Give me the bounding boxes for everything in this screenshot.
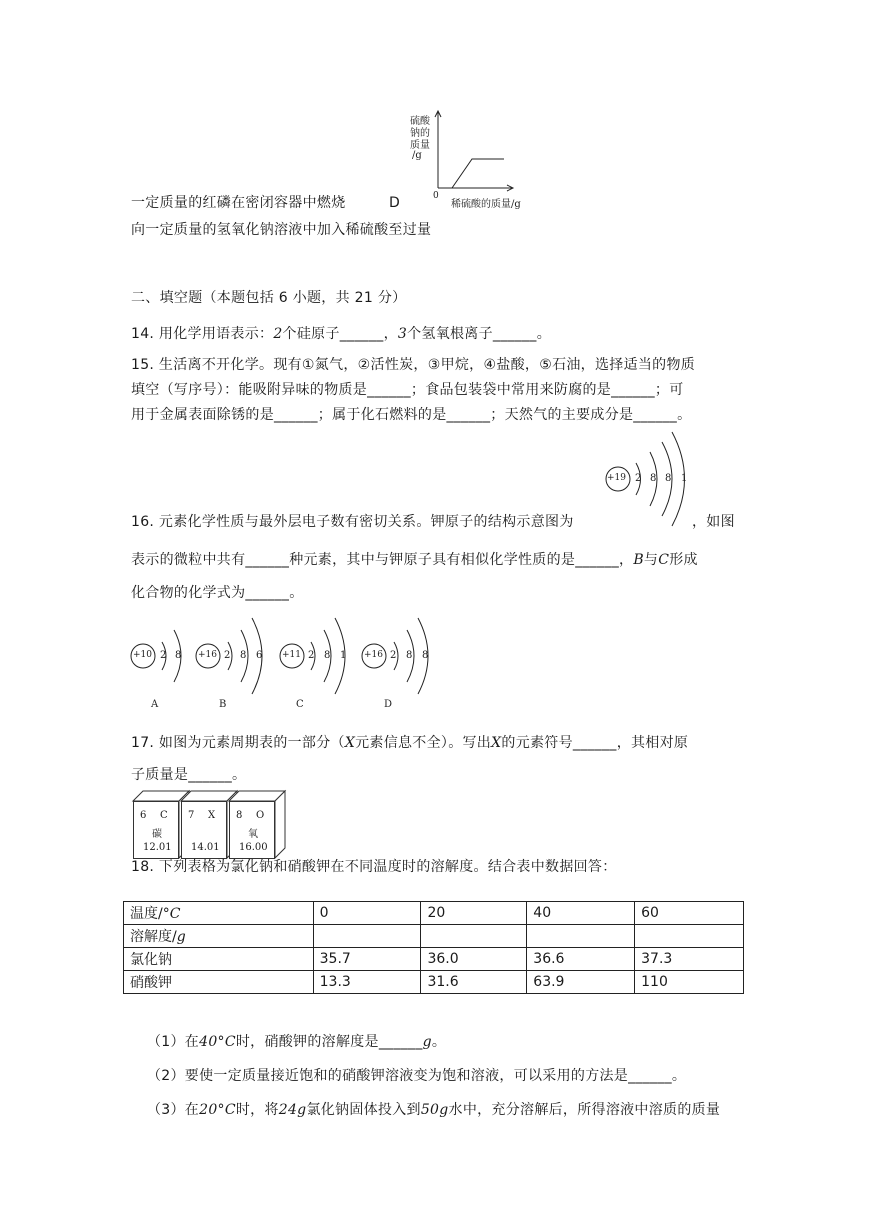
chart-xlabel: 稀硫酸的质量/g — [451, 199, 521, 210]
table-cell: 20 — [421, 902, 527, 925]
table-cell: 37.3 — [635, 948, 744, 971]
particle-d-shell-3: 8 — [422, 650, 429, 661]
chart-ylabel-4: /g — [412, 150, 422, 161]
question-16-line2: 表示的微粒中共有______种元素，其中与钾原子具有相似化学性质的是______，B与C形成 — [131, 552, 698, 568]
table-cell — [527, 925, 635, 948]
solubility-table — [123, 901, 744, 994]
particle-a-shell-1: 2 — [160, 650, 167, 661]
particle-a-label: A — [151, 699, 159, 710]
table-header-solubility: 溶解度/g — [124, 925, 314, 948]
particle-c-nucleus: +11 — [282, 650, 301, 660]
question-16-line1b: ，如图 — [692, 514, 735, 530]
table-cell: 36.6 — [527, 948, 635, 971]
chart-origin: 0 — [433, 191, 439, 201]
question-17-line1: 17. 如图为元素周期表的一部分（X元素信息不全）。写出X的元素符号______，其相对原 — [131, 735, 689, 751]
question-17-line2: 子质量是______。 — [131, 767, 247, 783]
question-14: 14. 用化学用语表示：2个硅原子______，3个氢氧根离子______。 — [131, 326, 552, 342]
particle-d-nucleus: +16 — [364, 650, 383, 660]
table-cell: 13.3 — [313, 971, 421, 994]
particle-c-label: C — [296, 699, 304, 710]
particle-d-shell-1: 2 — [390, 650, 397, 661]
question-16-line1a: 16. 元素化学性质与最外层电子数有密切关系。钾原子的结构示意图为 — [131, 514, 574, 530]
question-15-line1: 15. 生活离不开化学。现有①氮气，②活性炭，③甲烷，④盐酸，⑤石油，选择适当的物质 — [131, 357, 696, 373]
k-nucleus: +19 — [607, 473, 626, 483]
element-cell-carbon: 6 C 碳 12.01 — [133, 801, 179, 859]
option-d-label: D — [389, 195, 401, 211]
particle-b-shell-2: 8 — [240, 650, 247, 661]
row-name-nacl: 氯化钠 — [124, 948, 314, 971]
table-row — [124, 948, 744, 971]
table-cell: 36.0 — [421, 948, 527, 971]
particle-b-label: B — [219, 699, 227, 710]
particle-a-shell-2: 8 — [175, 650, 182, 661]
table-row — [124, 971, 744, 994]
table-cell: 31.6 — [421, 971, 527, 994]
question-18-intro: 18. 下列表格为氯化钠和硝酸钾在不同温度时的溶解度。结合表中数据回答： — [131, 859, 617, 875]
question-18-sub2: （2）要使一定质量接近饱和的硝酸钾溶液变为饱和溶液，可以采用的方法是______。 — [147, 1068, 687, 1084]
k-shell-2: 8 — [650, 473, 657, 484]
particle-d-label: D — [384, 699, 393, 710]
table-cell: 110 — [635, 971, 744, 994]
chart-ylabel-3: 质量 — [410, 140, 430, 151]
question-16-line3: 化合物的化学式为______。 — [131, 585, 304, 601]
particle-a-nucleus: +10 — [133, 650, 152, 660]
table-cell: 35.7 — [313, 948, 421, 971]
question-18-sub1: （1）在40°C时，硝酸钾的溶解度是______g。 — [147, 1034, 447, 1050]
particle-d-shell-2: 8 — [406, 650, 413, 661]
k-shell-4: 1 — [681, 473, 688, 484]
element-cell-oxygen: 8 O 氧 16.00 — [229, 801, 275, 859]
particle-c-shell-2: 8 — [324, 650, 331, 661]
particle-c-shell-1: 2 — [308, 650, 315, 661]
chart-ylabel-1: 硫酸 — [410, 116, 430, 127]
table-cell — [421, 925, 527, 948]
k-shell-1: 2 — [635, 473, 642, 484]
particle-b-shell-1: 2 — [224, 650, 231, 661]
particle-c-shell-3: 1 — [340, 650, 347, 661]
k-shell-3: 8 — [665, 473, 672, 484]
chart-ylabel-2: 钠的 — [410, 128, 430, 139]
table-cell: 63.9 — [527, 971, 635, 994]
question-18-sub3: （3）在20°C时，将24g氯化钠固体投入到50g水中，充分溶解后，所得溶液中溶质的质量 — [147, 1102, 721, 1118]
table-cell — [313, 925, 421, 948]
particle-b-nucleus: +16 — [198, 650, 217, 660]
row-name-kno3: 硝酸钾 — [124, 971, 314, 994]
section-heading: 二、填空题（本题包括 6 小题，共 21 分） — [131, 290, 407, 306]
question-15-line2: 填空（写序号）：能吸附异味的物质是______；食品包装袋中常用来防腐的是______；可 — [131, 382, 684, 398]
element-cell-x: 7 X 14.01 — [181, 801, 227, 859]
table-row — [124, 925, 744, 948]
option-d-text: 向一定质量的氢氧化钠溶液中加入稀硫酸至过量 — [131, 222, 432, 238]
table-cell: 40 — [527, 902, 635, 925]
question-15-line3: 用于金属表面除锈的是______；属于化石燃料的是______；天然气的主要成分是______。 — [131, 407, 692, 423]
table-cell: 0 — [313, 902, 421, 925]
table-cell: 60 — [635, 902, 744, 925]
table-header-temp: 温度/°C — [124, 902, 314, 925]
option-c-text: 一定质量的红磷在密闭容器中燃烧 — [131, 195, 346, 211]
table-cell — [635, 925, 744, 948]
particle-b-shell-3: 6 — [256, 650, 263, 661]
table-row — [124, 902, 744, 925]
